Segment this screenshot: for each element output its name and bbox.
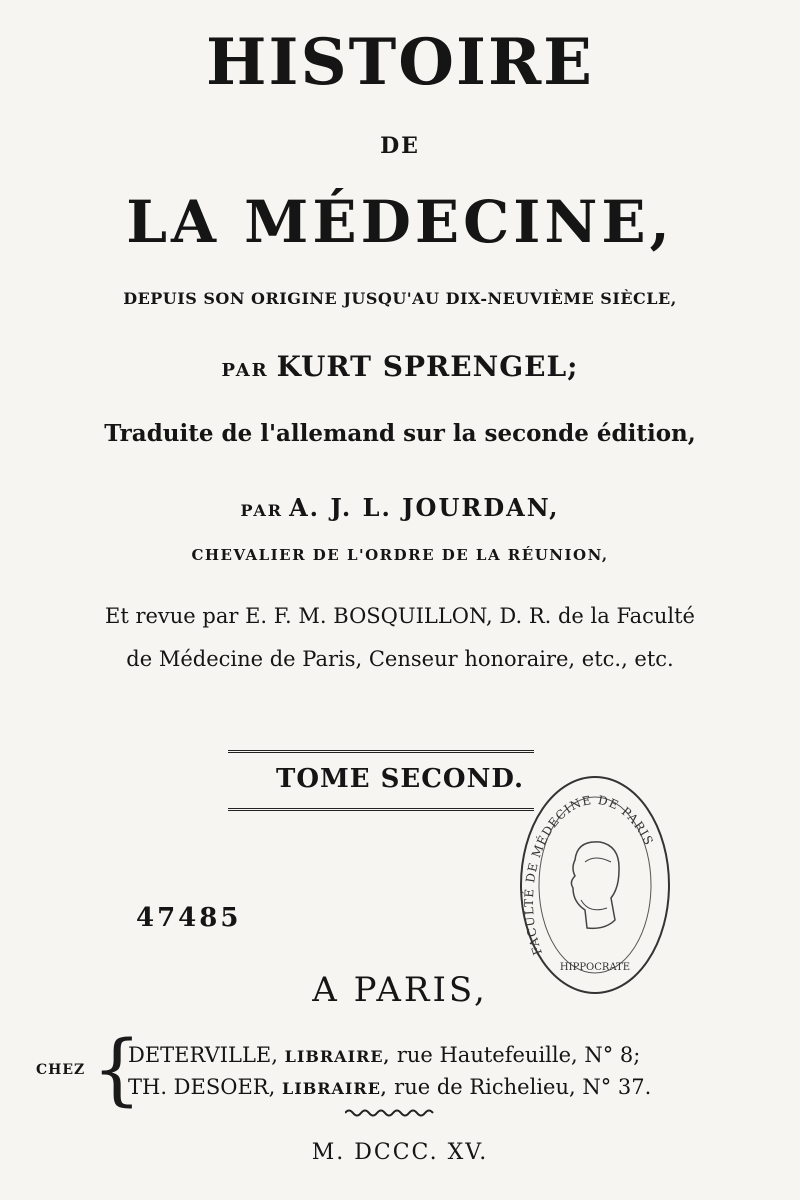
book-title-histoire: HISTOIRE [206,25,594,100]
author-par: PAR [221,360,269,381]
publisher-brace: { [92,1025,142,1115]
book-subtitle: DEPUIS SON ORIGINE JUSQU'AU DIX-NEUVIÈME SIÈCLE, [123,289,677,308]
publisher-2-address: rue de Richelieu, N° 37. [394,1075,652,1099]
reviser-line-2: de Médecine de Paris, Censeur honoraire, etc., etc. [126,647,674,671]
book-title-de: DE [380,133,420,159]
publisher-line-1 [128,1043,640,1067]
volume-rule-top [228,750,534,753]
shelf-number: 47485 [136,903,242,933]
publisher-2-name: TH. DESOER, [128,1075,276,1099]
translator-title: CHEVALIER DE L'ORDRE DE LA RÉUNION, [191,546,609,564]
svg-text:FACULTÉ DE MÉDECINE DE PARIS [521,793,656,957]
publisher-1-name: DETERVILLE, [128,1043,278,1067]
publisher-2-role: LIBRAIRE, [281,1079,388,1098]
hippocrates-portrait-stamp-icon [515,770,675,1000]
translator-line [0,493,800,522]
author-line [0,350,800,383]
book-title-medecine: LA MÉDECINE, [126,188,674,256]
reviser-line-1: Et revue par E. F. M. BOSQUILLON, D. R. de la Faculté [105,604,695,628]
translation-note: Traduite de l'allemand sur la seconde édition, [104,420,696,447]
publisher-1-role: LIBRAIRE, [284,1047,391,1066]
translator-par: PAR [240,501,284,520]
volume-label: TOME SECOND. [275,764,525,794]
ornament-divider [345,1108,435,1118]
translator-name: A. J. L. JOURDAN, [289,493,560,522]
stamp-bottom-text: HIPPOCRATE [559,962,631,973]
publisher-line-2 [128,1075,651,1099]
author-name: KURT SPRENGEL; [276,350,579,383]
stamp-text: FACULTÉ DE MÉDECINE DE PARIS [521,792,657,957]
chez-label: CHEZ [36,1062,86,1078]
publisher-1-address: rue Hautefeuille, N° 8; [396,1043,641,1067]
publication-date: M. DCCC. XV. [311,1140,489,1165]
publication-city: A PARIS, [312,970,488,1010]
volume-rule-bottom [228,808,534,811]
